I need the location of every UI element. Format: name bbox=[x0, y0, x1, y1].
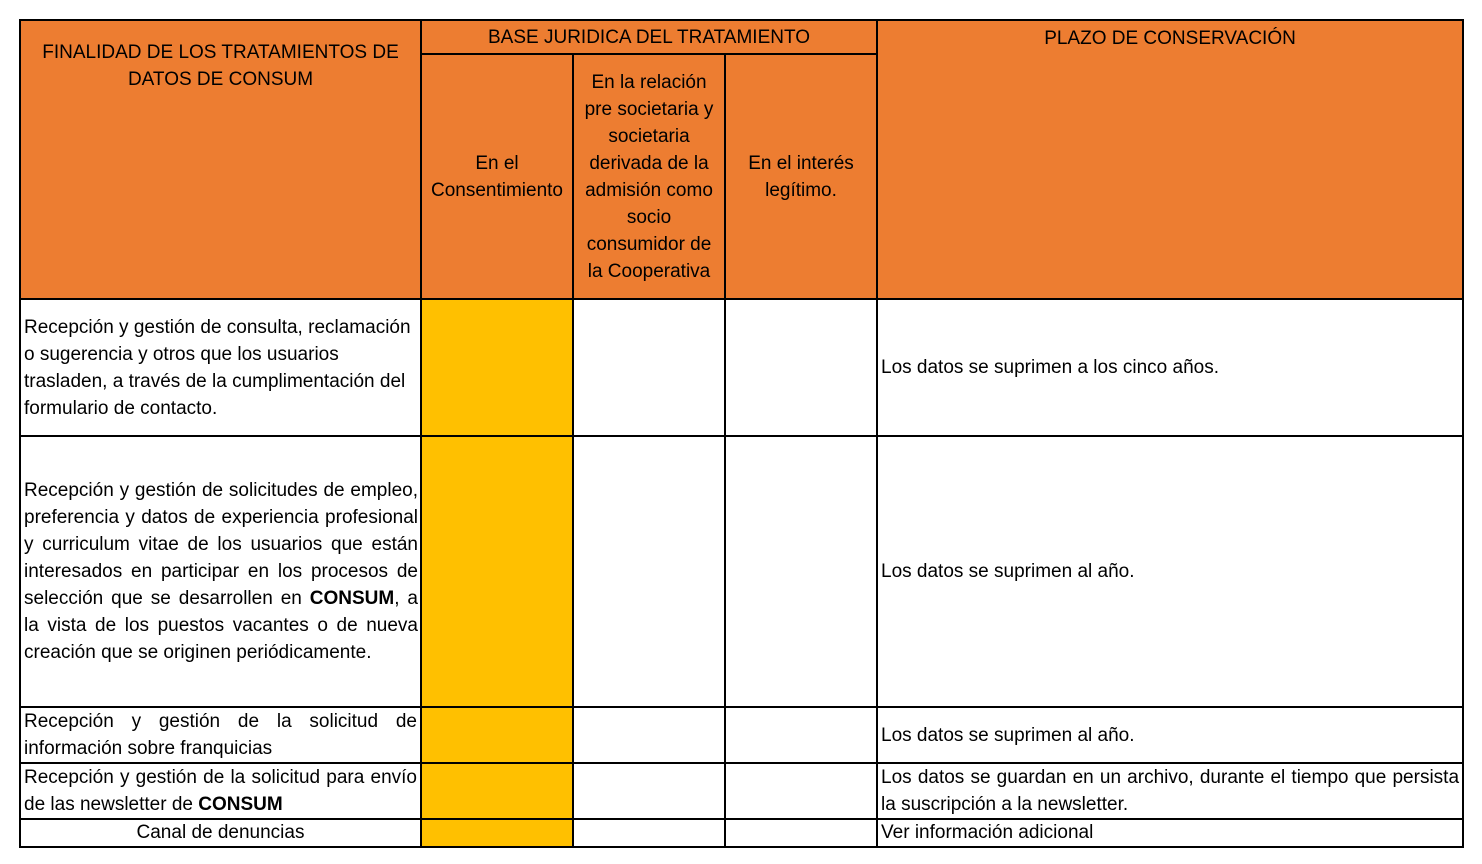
brand-name: CONSUM bbox=[309, 588, 395, 609]
row-plazo: Los datos se guardan en un archivo, durante el tiempo que persista la suscripción a la newsletter. bbox=[877, 763, 1463, 819]
cell-consentimiento bbox=[421, 436, 573, 707]
row-plazo: Ver información adicional bbox=[877, 819, 1463, 847]
row-finalidad: Recepción y gestión de solicitudes de empleo, preferencia y datos de experiencia profesional y curriculum vitae de los usuarios que están interesados en participar en los procesos de selección que se desarrollen en CONSUM, a la vista de los puestos vacantes o de nueva creación que se originen periódicamente. bbox=[20, 436, 421, 707]
cell-relacion bbox=[573, 707, 725, 763]
cell-relacion bbox=[573, 436, 725, 707]
subheader-consentimiento: En el Consentimiento bbox=[421, 54, 573, 299]
row-finalidad: Canal de denuncias bbox=[20, 819, 421, 847]
cell-interes bbox=[725, 436, 877, 707]
header-plazo: PLAZO DE CONSERVACIÓN bbox=[877, 20, 1463, 299]
cell-consentimiento bbox=[421, 763, 573, 819]
cell-consentimiento bbox=[421, 299, 573, 436]
row-finalidad: Recepción y gestión de consulta, reclamación o sugerencia y otros que los usuarios trasladen, a través de la cumplimentación del formulario de contacto. bbox=[20, 299, 421, 436]
header-row-1 bbox=[20, 20, 1463, 54]
row-plazo: Los datos se suprimen a los cinco años. bbox=[877, 299, 1463, 436]
row-finalidad: Recepción y gestión de la solicitud para envío de las newsletter de CONSUM bbox=[20, 763, 421, 819]
table-row bbox=[20, 299, 1463, 436]
table-row bbox=[20, 819, 1463, 847]
cell-consentimiento bbox=[421, 707, 573, 763]
cell-consentimiento bbox=[421, 819, 573, 847]
table-row bbox=[20, 707, 1463, 763]
subheader-interes-legitimo: En el interés legítimo. bbox=[725, 54, 877, 299]
row-plazo: Los datos se suprimen al año. bbox=[877, 707, 1463, 763]
row-plazo: Los datos se suprimen al año. bbox=[877, 436, 1463, 707]
subheader-relacion-societaria: En la relación pre societaria y societaria derivada de la admisión como socio consumidor de la Cooperativa bbox=[573, 54, 725, 299]
cell-relacion bbox=[573, 299, 725, 436]
row-finalidad: Recepción y gestión de la solicitud de información sobre franquicias bbox=[20, 707, 421, 763]
table-row bbox=[20, 763, 1463, 819]
cell-interes bbox=[725, 819, 877, 847]
cell-interes bbox=[725, 299, 877, 436]
header-finalidad: FINALIDAD DE LOS TRATAMIENTOS DE DATOS DE CONSUM bbox=[20, 20, 421, 299]
brand-name: CONSUM bbox=[198, 794, 283, 815]
cell-relacion bbox=[573, 763, 725, 819]
cell-relacion bbox=[573, 819, 725, 847]
cell-interes bbox=[725, 707, 877, 763]
table-row bbox=[20, 436, 1463, 707]
cell-interes bbox=[725, 763, 877, 819]
header-base-juridica: BASE JURIDICA DEL TRATAMIENTO bbox=[421, 20, 877, 54]
data-treatment-table bbox=[19, 19, 1464, 848]
